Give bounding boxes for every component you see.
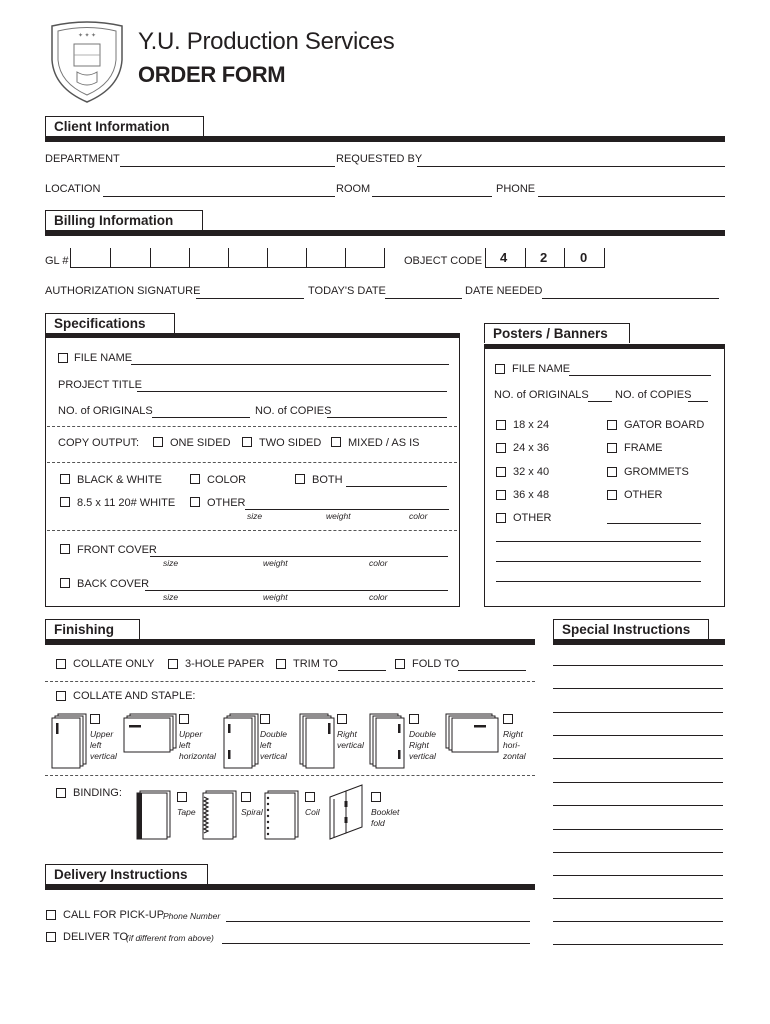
pickup-phone-field[interactable]	[226, 921, 530, 922]
special-instructions-line[interactable]	[553, 665, 723, 666]
billing-info-tab: Billing Information	[45, 210, 203, 230]
size-caption: size	[163, 558, 179, 568]
color-label: COLOR	[207, 474, 247, 486]
three-hole-checkbox[interactable]	[168, 659, 178, 669]
gl-divider	[110, 248, 111, 268]
back-cover-field[interactable]	[145, 590, 448, 591]
other-paper-field[interactable]	[245, 509, 449, 510]
object-code-divider	[525, 248, 526, 268]
phone-label: PHONE	[496, 183, 536, 195]
size-32x40-label: 32 x 40	[513, 466, 550, 478]
white-paper-checkbox[interactable]	[60, 497, 70, 507]
back-cover-label: BACK COVER	[77, 578, 150, 590]
project-title-field[interactable]	[137, 391, 447, 392]
staple-double-right-vertical-checkbox[interactable]	[409, 714, 419, 724]
room-label: ROOM	[336, 183, 371, 195]
deliver-to-label: DELIVER TO	[63, 931, 129, 943]
size-36x48-checkbox[interactable]	[496, 490, 506, 500]
front-cover-field[interactable]	[150, 556, 448, 557]
authorization-signature-field[interactable]	[196, 298, 304, 299]
size-32x40-checkbox[interactable]	[496, 467, 506, 477]
todays-date-field[interactable]	[385, 298, 462, 299]
authorization-label: AUTHORIZATION SIGNATURE	[45, 285, 201, 297]
black-white-checkbox[interactable]	[60, 474, 70, 484]
frame-label: FRAME	[624, 442, 663, 454]
staple-option-caption	[179, 729, 216, 762]
color-checkbox[interactable]	[190, 474, 200, 484]
caption-line: Upper	[179, 729, 203, 739]
poster-notes-line[interactable]	[496, 581, 701, 582]
size-24x36-checkbox[interactable]	[496, 443, 506, 453]
collate-staple-label: COLLATE AND STAPLE:	[73, 690, 196, 702]
special-instructions-line[interactable]	[553, 735, 723, 736]
caption-line: Right	[503, 729, 523, 739]
grommets-label: GROMMETS	[624, 466, 689, 478]
tape-binding-checkbox[interactable]	[177, 792, 187, 802]
weight-caption: weight	[263, 558, 288, 568]
poster-other-field[interactable]	[607, 523, 701, 524]
location-field[interactable]	[103, 196, 335, 197]
date-needed-field[interactable]	[542, 298, 719, 299]
staple-double-left-vertical-checkbox[interactable]	[260, 714, 270, 724]
specifications-tab: Specifications	[45, 313, 175, 333]
file-name-checkbox[interactable]	[58, 353, 68, 363]
size-18x24-label: 18 x 24	[513, 419, 550, 431]
gator-board-label: GATOR BOARD	[624, 419, 705, 431]
requested-by-field[interactable]	[417, 166, 725, 167]
poster-file-name-label: FILE NAME	[512, 363, 571, 375]
fold-to-checkbox[interactable]	[395, 659, 405, 669]
other-paper-label: OTHER	[207, 497, 246, 509]
spiral-binding-checkbox[interactable]	[241, 792, 251, 802]
caption-line: fold	[371, 818, 385, 828]
call-for-pickup-label: CALL FOR PICK-UP	[63, 909, 165, 921]
file-name-field[interactable]	[131, 364, 449, 365]
front-cover-checkbox[interactable]	[60, 544, 70, 554]
fold-to-field[interactable]	[458, 670, 526, 671]
poster-no-copies-label: NO. of COPIES	[615, 389, 692, 401]
booklet-fold-checkbox[interactable]	[371, 792, 381, 802]
size-caption: size	[247, 511, 263, 521]
caption-line: Double	[409, 729, 436, 739]
caption-line: hori-	[503, 740, 521, 750]
option-other-label: OTHER	[624, 489, 663, 501]
object-code-digit: 0	[580, 250, 588, 265]
three-hole-label: 3-HOLE PAPER	[185, 658, 265, 670]
both-checkbox[interactable]	[295, 474, 305, 484]
gl-divider	[189, 248, 190, 268]
special-instructions-line[interactable]	[553, 758, 723, 759]
right-vertical-staple-icon	[298, 712, 338, 770]
both-label: BOTH	[312, 474, 343, 486]
gl-divider	[345, 248, 346, 268]
grommets-checkbox[interactable]	[607, 467, 617, 477]
double-right-vertical-staple-icon	[368, 712, 408, 770]
phone-field[interactable]	[538, 196, 725, 197]
caption-line: vertical	[90, 751, 117, 761]
one-sided-label: ONE SIDED	[170, 437, 231, 449]
gl-divider	[306, 248, 307, 268]
binding-label: BINDING:	[73, 787, 122, 799]
other-paper-checkbox[interactable]	[190, 497, 200, 507]
file-name-label: FILE NAME	[74, 352, 133, 364]
staple-option-caption	[503, 729, 526, 762]
mixed-label: MIXED / AS IS	[348, 437, 420, 449]
upper-left-vertical-staple-icon	[50, 712, 90, 770]
spiral-binding-icon	[200, 789, 240, 841]
svg-text:✦ ✦ ✦: ✦ ✦ ✦	[77, 33, 97, 39]
room-field[interactable]	[372, 196, 492, 197]
frame-checkbox[interactable]	[607, 443, 617, 453]
caption-line: vertical	[337, 740, 364, 750]
special-instructions-tab: Special Instructions	[553, 619, 709, 639]
specifications-rule	[45, 333, 460, 338]
object-code-digit: 2	[540, 250, 548, 265]
yeshiva-university-seal-icon	[44, 20, 130, 106]
phone-number-caption: Phone Number	[163, 911, 221, 921]
client-info-rule	[45, 136, 725, 142]
object-code-digit: 4	[500, 250, 508, 265]
no-copies-field[interactable]	[327, 417, 447, 418]
staple-option-caption	[337, 729, 364, 751]
size-18x24-checkbox[interactable]	[496, 420, 506, 430]
size-36x48-label: 36 x 48	[513, 489, 550, 501]
no-originals-field[interactable]	[152, 417, 250, 418]
posters-tab: Posters / Banners	[484, 323, 630, 343]
special-instructions-rule	[553, 639, 725, 645]
poster-no-copies-field[interactable]	[688, 401, 708, 402]
color-caption: color	[369, 558, 388, 568]
divider	[47, 530, 457, 531]
back-cover-checkbox[interactable]	[60, 578, 70, 588]
object-code-divider	[564, 248, 565, 268]
divider	[47, 462, 457, 463]
both-field[interactable]	[346, 486, 447, 487]
caption-line: horizontal	[179, 751, 216, 761]
color-caption: color	[409, 511, 428, 521]
weight-caption: weight	[263, 592, 288, 602]
poster-notes-line[interactable]	[496, 561, 701, 562]
option-other-checkbox[interactable]	[607, 490, 617, 500]
collate-staple-checkbox[interactable]	[56, 691, 66, 701]
special-instructions-line[interactable]	[553, 852, 723, 853]
two-sided-checkbox[interactable]	[242, 437, 252, 447]
caption-line: left	[179, 740, 191, 750]
trim-to-field[interactable]	[338, 670, 386, 671]
project-title-label: PROJECT TITLE	[58, 379, 142, 391]
caption-line: left	[90, 740, 102, 750]
page-subtitle: ORDER FORM	[138, 62, 286, 87]
collate-only-checkbox[interactable]	[56, 659, 66, 669]
weight-caption: weight	[326, 511, 351, 521]
caption-line: Right	[337, 729, 357, 739]
front-cover-label: FRONT COVER	[77, 544, 157, 556]
poster-file-name-field[interactable]	[569, 375, 711, 376]
delivery-instructions-tab: Delivery Instructions	[45, 864, 208, 884]
size-other-checkbox[interactable]	[496, 513, 506, 523]
finishing-tab: Finishing	[45, 619, 140, 639]
caption-line: left	[260, 740, 272, 750]
delivery-instructions-rule	[45, 884, 535, 890]
size-other-label: OTHER	[513, 512, 552, 524]
gl-label: GL #	[45, 255, 69, 267]
right-horizontal-staple-icon	[444, 712, 500, 756]
object-code-field	[485, 267, 604, 268]
booklet-fold-icon	[326, 783, 368, 843]
object-code-divider	[604, 248, 605, 268]
trim-to-label: TRIM TO	[293, 658, 338, 670]
staple-option-caption	[260, 729, 287, 762]
billing-info-rule	[45, 230, 725, 236]
staple-option-caption	[409, 729, 436, 762]
tape-binding-label: Tape	[177, 807, 196, 817]
divider	[45, 681, 535, 682]
poster-no-originals-field[interactable]	[588, 401, 612, 402]
one-sided-checkbox[interactable]	[153, 437, 163, 447]
special-instructions-line[interactable]	[553, 898, 723, 899]
spiral-binding-label: Spiral	[241, 807, 263, 817]
special-instructions-line[interactable]	[553, 875, 723, 876]
collate-only-label: COLLATE ONLY	[73, 658, 155, 670]
coil-binding-icon	[262, 789, 302, 841]
gl-divider	[150, 248, 151, 268]
caption-line: Upper	[90, 729, 114, 739]
trim-to-checkbox[interactable]	[276, 659, 286, 669]
caption-line: Right	[409, 740, 429, 750]
poster-no-originals-label: NO. of ORIGINALS	[494, 389, 589, 401]
gl-divider	[384, 248, 385, 268]
object-code-label: OBJECT CODE	[404, 255, 483, 267]
caption-line: vertical	[409, 751, 436, 761]
staple-upper-left-vertical-checkbox[interactable]	[90, 714, 100, 724]
deliver-to-field[interactable]	[222, 943, 530, 944]
requested-by-label: REQUESTED BY	[336, 153, 423, 165]
fold-to-label: FOLD TO	[412, 658, 460, 670]
upper-left-horizontal-staple-icon	[122, 712, 178, 756]
caption-line: vertical	[260, 751, 287, 761]
staple-upper-left-horizontal-checkbox[interactable]	[179, 714, 189, 724]
color-caption: color	[369, 592, 388, 602]
department-field[interactable]	[120, 166, 335, 167]
special-instructions-line[interactable]	[553, 805, 723, 806]
coil-binding-checkbox[interactable]	[305, 792, 315, 802]
object-code-divider	[485, 248, 486, 268]
special-instructions-line[interactable]	[553, 688, 723, 689]
divider	[45, 775, 535, 776]
special-instructions-line[interactable]	[553, 712, 723, 713]
gator-board-checkbox[interactable]	[607, 420, 617, 430]
copy-output-label: COPY OUTPUT:	[58, 437, 140, 449]
poster-file-name-checkbox[interactable]	[495, 364, 505, 374]
location-label: LOCATION	[45, 183, 101, 195]
date-needed-label: DATE NEEDED	[465, 285, 543, 297]
two-sided-label: TWO SIDED	[259, 437, 322, 449]
caption-line: zontal	[503, 751, 526, 761]
posters-rule	[484, 344, 725, 349]
deliver-to-checkbox[interactable]	[46, 932, 56, 942]
staple-option-caption	[90, 729, 117, 762]
size-24x36-label: 24 x 36	[513, 442, 550, 454]
page-title: Y.U. Production Services	[138, 28, 395, 55]
double-left-vertical-staple-icon	[222, 712, 262, 770]
call-for-pickup-checkbox[interactable]	[46, 910, 56, 920]
black-white-label: BLACK & WHITE	[77, 474, 162, 486]
divider	[47, 426, 457, 427]
todays-date-label: TODAY'S DATE	[308, 285, 386, 297]
size-caption: size	[163, 592, 179, 602]
mixed-checkbox[interactable]	[331, 437, 341, 447]
no-originals-label: NO. of ORIGINALS	[58, 405, 153, 417]
white-paper-label: 8.5 x 11 20# WHITE	[77, 497, 176, 509]
special-instructions-line[interactable]	[553, 782, 723, 783]
tape-binding-icon	[134, 789, 174, 841]
caption-line: Double	[260, 729, 287, 739]
special-instructions-line[interactable]	[553, 944, 723, 945]
special-instructions-line[interactable]	[553, 921, 723, 922]
binding-checkbox[interactable]	[56, 788, 66, 798]
gl-divider	[267, 248, 268, 268]
staple-right-horizontal-checkbox[interactable]	[503, 714, 513, 724]
caption-line: Booklet	[371, 807, 400, 817]
client-info-tab: Client Information	[45, 116, 204, 136]
finishing-rule	[45, 639, 535, 645]
gl-divider	[228, 248, 229, 268]
special-instructions-line[interactable]	[553, 829, 723, 830]
booklet-fold-caption	[371, 807, 399, 829]
deliver-to-caption: (if different from above)	[126, 933, 214, 943]
staple-right-vertical-checkbox[interactable]	[337, 714, 347, 724]
gl-divider	[70, 248, 71, 268]
poster-notes-line[interactable]	[496, 541, 701, 542]
specifications-box	[45, 333, 460, 607]
no-copies-label: NO. of COPIES	[255, 405, 332, 417]
coil-binding-label: Coil	[305, 807, 320, 817]
department-label: DEPARTMENT	[45, 153, 120, 165]
